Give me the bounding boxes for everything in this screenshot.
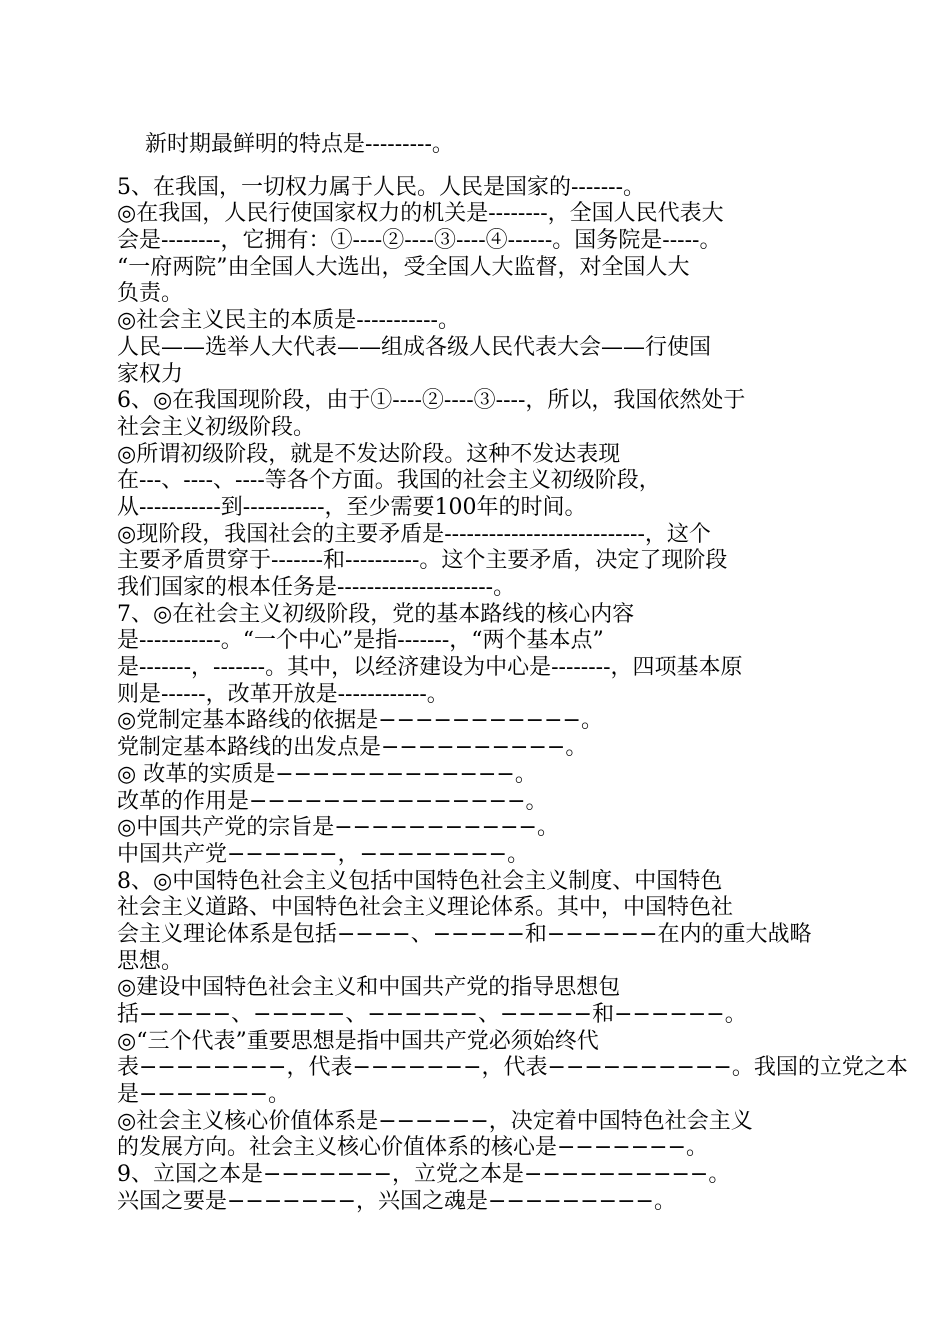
text-line: ◎社会主义民主的本质是-----------。 <box>117 308 460 334</box>
text-line: ◎建设中国特色社会主义和中国共产党的指导思想包 <box>117 975 621 1001</box>
text-line: 9、立国之本是−−−−−−−，立党之本是−−−−−−−−−−。 <box>117 1162 731 1188</box>
text-line: “一府两院”由全国人大选出，受全国人大监督，对全国人大 <box>117 254 690 280</box>
text-line: 兴国之要是−−−−−−−，兴国之魂是−−−−−−−−−。 <box>117 1188 676 1214</box>
text-line: 党制定基本路线的出发点是−−−−−−−−−−。 <box>117 735 588 761</box>
text-line: ◎中国共产党的宗旨是−−−−−−−−−−−。 <box>117 815 559 841</box>
text-line: 改革的作用是−−−−−−−−−−−−−−−。 <box>117 788 548 814</box>
text-line: 会主义理论体系是包括−−−−、−−−−−和−−−−−−在内的重大战略 <box>117 921 812 947</box>
text-line: 社会主义道路、中国特色社会主义理论体系。其中，中国特色社 <box>117 895 734 921</box>
text-line: ◎党制定基本路线的依据是−−−−−−−−−−−。 <box>117 708 603 734</box>
text-line: 括−−−−−、−−−−−、−−−−−−、−−−−−和−−−−−−。 <box>117 1002 747 1027</box>
text-line: ◎在我国，人民行使国家权力的机关是--------，全国人民代表大 <box>117 201 724 227</box>
text-line: 是−−−−−−−。 <box>117 1082 291 1108</box>
text-line: 我们国家的根本任务是---------------------。 <box>117 575 516 600</box>
text-line: 7、◎在社会主义初级阶段，党的基本路线的核心内容 <box>117 601 635 627</box>
paragraph-gap <box>117 159 817 175</box>
text-line: 主要矛盾贯穿于-------和----------。这个主要矛盾，决定了现阶段 <box>117 548 728 574</box>
text-line: 会是--------，它拥有：①----②----③----④------。国务院是-----。 <box>117 228 722 254</box>
text-line: 5、在我国，一切权力属于人民。人民是国家的-------。 <box>117 174 646 200</box>
text-line: 负责。 <box>117 281 184 307</box>
text-line: ◎现阶段，我国社会的主要矛盾是---------------------------，这个 <box>117 521 711 547</box>
text-line: ◎“三个代表”重要思想是指中国共产党必须始终代 <box>117 1028 599 1054</box>
text-line: 从-----------到-----------，至少需要100年的时间。 <box>117 494 587 520</box>
text-line: 6、◎在我国现阶段，由于①----②----③----，所以，我国依然处于 <box>117 388 746 414</box>
text-line: 在---、----、----等各个方面。我国的社会主义初级阶段， <box>117 468 661 494</box>
text-line: ◎社会主义核心价值体系是−−−−−−，决定着中国特色社会主义 <box>117 1108 753 1134</box>
text-line: 社会主义初级阶段。 <box>117 414 316 440</box>
document-page <box>117 132 908 1216</box>
text-line: 人民——选举人大代表——组成各级人民代表大会——行使国 <box>117 334 712 360</box>
text-line: 的发展方向。社会主义核心价值体系的核心是−−−−−−−。 <box>117 1135 709 1161</box>
text-line: 表−−−−−−−−，代表−−−−−−−，代表−−−−−−−−−−。我国的立党之本 <box>117 1055 908 1081</box>
text-line: 则是------，改革开放是------------。 <box>117 681 449 707</box>
text-line: ◎ 改革的实质是−−−−−−−−−−−−−。 <box>117 761 537 787</box>
text-line: 新时期最鲜明的特点是---------。 <box>145 132 454 157</box>
text-line: 8、◎中国特色社会主义包括中国特色社会主义制度、中国特色 <box>117 868 723 894</box>
text-line: 是-----------。“一个中心”是指-------，“两个基本点” <box>117 628 604 654</box>
text-line: 家权力 <box>117 361 184 387</box>
text-line: ◎所谓初级阶段，就是不发达阶段。这种不发达表现 <box>117 441 621 467</box>
text-line: 中国共产党−−−−−−，−−−−−−−−。 <box>117 841 530 867</box>
text-line: 思想。 <box>117 948 184 974</box>
text-line: 是-------，-------。其中，以经济建设为中心是--------，四项基本原 <box>117 655 743 681</box>
